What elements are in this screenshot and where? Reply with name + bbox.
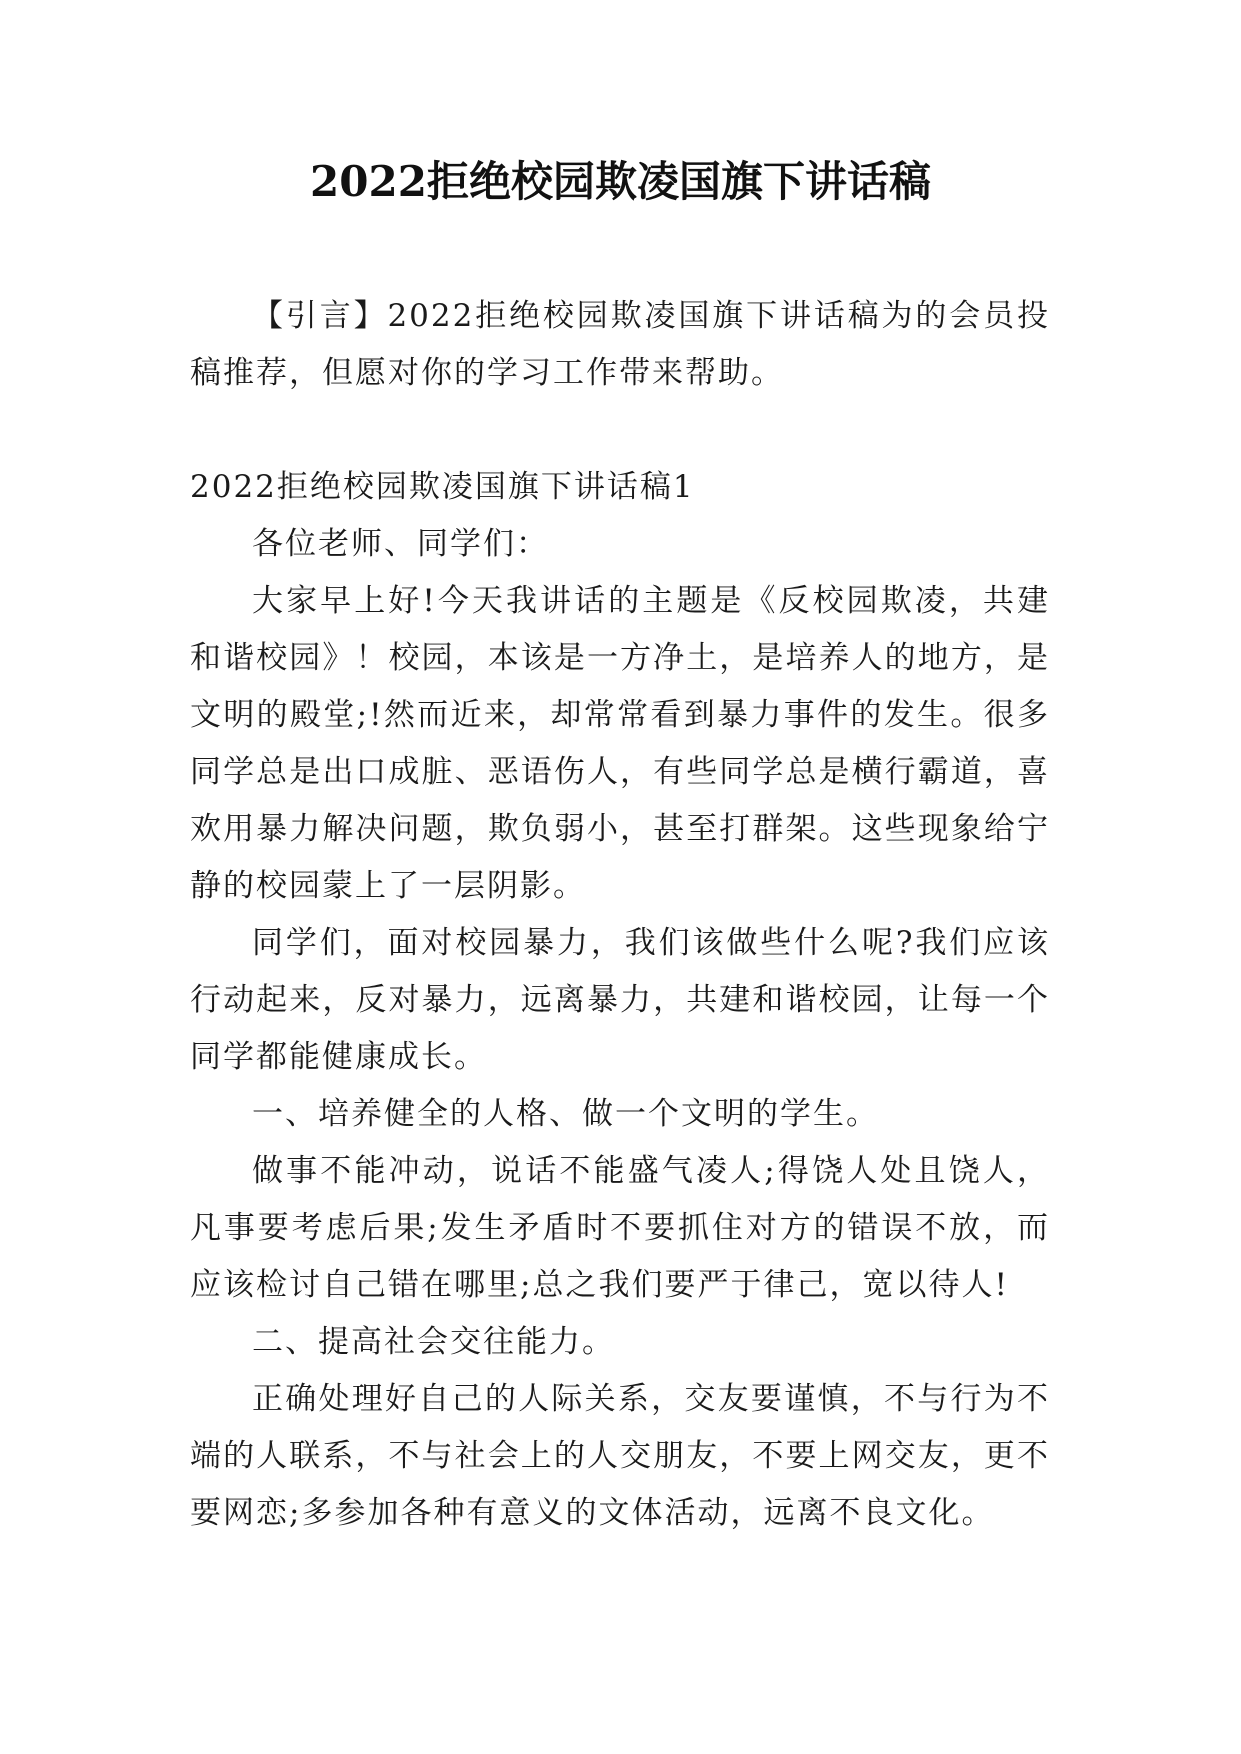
body-paragraph: 做事不能冲动，说话不能盛气凌人;得饶人处且饶人，凡事要考虑后果;发生矛盾时不要抓住对方的错误不放，而应该检讨自己错在哪里;总之我们要严于律己，宽以待人! [190, 1153, 1050, 1303]
greeting-paragraph: 各位老师、同学们： [252, 526, 549, 562]
document-body [190, 288, 1050, 1542]
intro-paragraph: 【引言】2022拒绝校园欺凌国旗下讲话稿为的会员投稿推荐，但愿对你的学习工作带来帮助。 [190, 298, 1050, 391]
body-paragraph: 正确处理好自己的人际关系，交友要谨慎，不与行为不端的人联系，不与社会上的人交朋友，不要上网交友，更不要网恋;多参加各种有意义的文体活动，远离不良文化。 [190, 1381, 1050, 1531]
body-paragraph: 大家早上好!今天我讲话的主题是《反校园欺凌，共建和谐校园》！校园，本该是一方净土，是培养人的地方，是文明的殿堂;!然而近来，却常常看到暴力事件的发生。很多同学总是出口成脏、恶语伤人，有些同学总是横行霸道，喜欢用暴力解决问题，欺负弱小，甚至打群架。这些现象给宁静的校园蒙上了一层阴影。 [190, 583, 1050, 904]
body-paragraph: 同学们，面对校园暴力，我们该做些什么呢?我们应该行动起来，反对暴力，远离暴力，共建和谐校园，让每一个同学都能健康成长。 [190, 925, 1050, 1075]
section-heading: 2022拒绝校园欺凌国旗下讲话稿1 [190, 469, 695, 505]
document-title: 2022拒绝校园欺凌国旗下讲话稿 [310, 157, 931, 206]
point-heading: 一、培养健全的人格、做一个文明的学生。 [252, 1096, 879, 1132]
point-heading: 二、提高社会交往能力。 [252, 1324, 615, 1360]
